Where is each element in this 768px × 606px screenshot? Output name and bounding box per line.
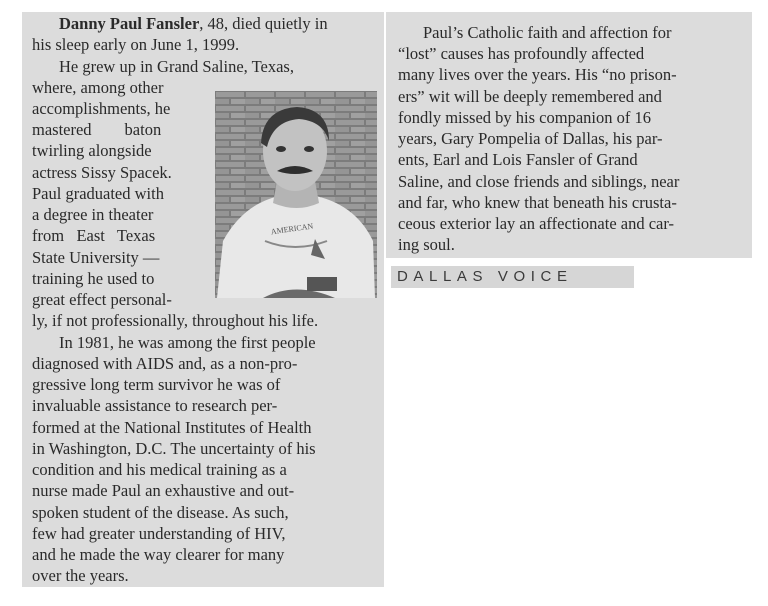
text-line: Paul’s Catholic faith and affection for [423,23,672,42]
portrait-photo [215,91,377,298]
text-line: accomplishments, he [32,99,171,118]
text-line: ers” wit will be deeply remembered and [398,87,662,106]
text-line: In 1981, he was among the first people [59,333,316,352]
text-line: Saline, and close friends and siblings, near [398,172,680,191]
text-line: years, Gary Pompelia of Dallas, his par- [398,129,663,148]
text-line: condition and his medical training as a [32,460,287,479]
deceased-name: Danny Paul Fansler [59,14,200,33]
text-line: ing soul. [398,235,455,254]
text-line: formed at the National Institutes of Health [32,418,312,437]
text-line: great effect personal- [32,290,172,309]
obituary-column-right [386,12,752,258]
text-line: fondly missed by his companion of 16 [398,108,651,127]
text-line: “lost” causes has profoundly affected [398,44,645,63]
text-line: invaluable assistance to research per- [32,396,278,415]
text-line: He grew up in Grand Saline, Texas, [59,57,294,76]
text-line: State University — [32,248,160,267]
text-line: few had greater understanding of HIV, [32,524,286,543]
text-line: ly, if not professionally, throughout his life. [32,311,319,330]
text-line: ents, Earl and Lois Fansler of Grand [398,150,638,169]
text-line: where, among other [32,78,164,97]
text-line: from East Texas [32,226,156,245]
text-line: training he used to [32,269,155,288]
text-line: diagnosed with AIDS and, as a non-pro- [32,354,298,373]
right-text-block [386,12,752,258]
text-line: over the years. [32,566,129,585]
text-line: actress Sissy Spacek. [32,163,172,182]
text-line: and he made the way clearer for many [32,545,285,564]
text-line: ceous exterior lay an affectionate and car- [398,214,675,233]
text-line: spoken student of the disease. As such, [32,503,289,522]
text-line: gressive long term survivor he was of [32,375,281,394]
publication-masthead: DALLAS VOICE [391,266,634,288]
text-line: mastered baton [32,120,162,139]
opening-line-rest: , 48, died quietly in [199,14,328,33]
opening-line [59,13,328,34]
shirt-print-text: AMERICAN [270,221,314,237]
text-line: nurse made Paul an exhaustive and out- [32,481,295,500]
text-line: Paul graduated with [32,184,164,203]
text-line: many lives over the years. His “no prison- [398,65,677,84]
text-line: and far, who knew that beneath his crusta- [398,193,677,212]
text-line: a degree in theater [32,205,154,224]
text-line: in Washington, D.C. The uncertainty of his [32,439,316,458]
text-line: his sleep early on June 1, 1999. [32,35,240,54]
text-line: twirling alongside [32,141,152,160]
